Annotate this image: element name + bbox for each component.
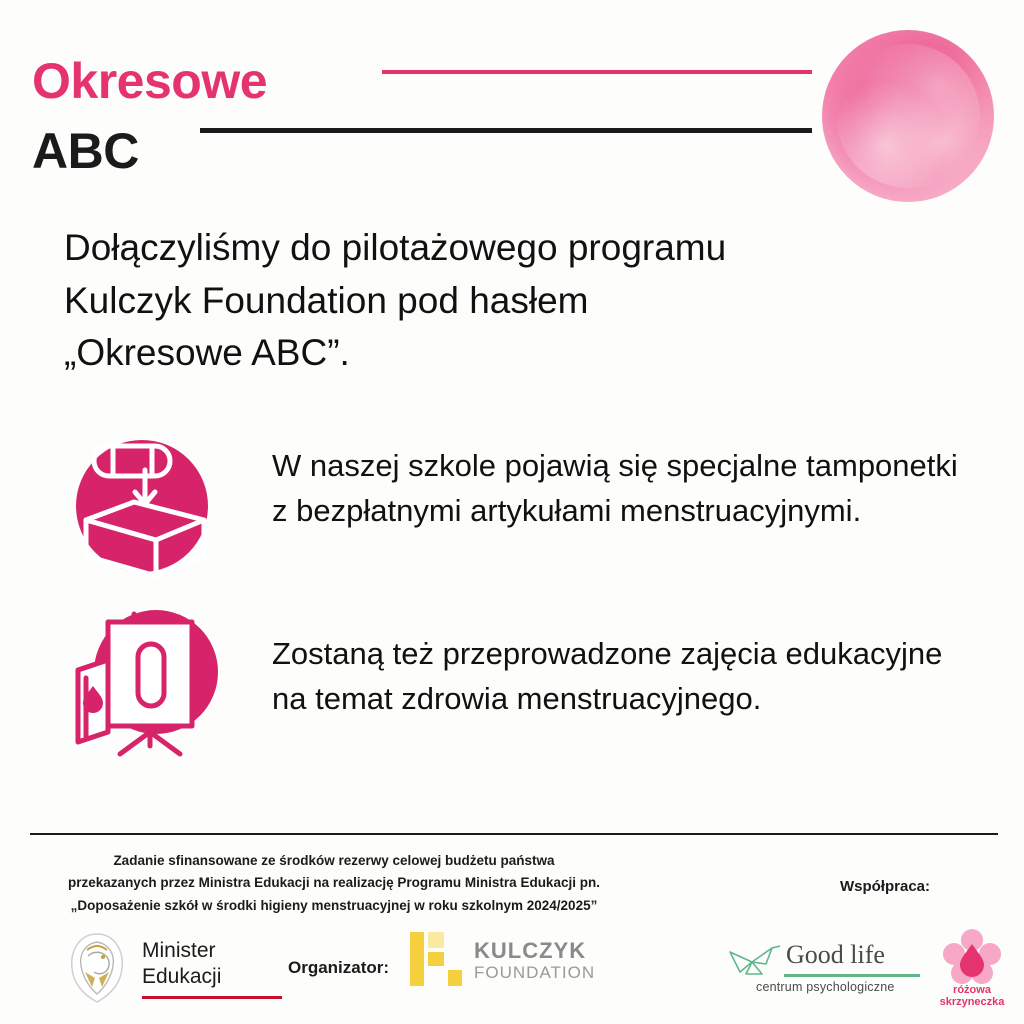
footer-divider [30, 833, 998, 835]
header-rule-pink [382, 70, 812, 74]
polish-eagle-emblem-icon [60, 928, 134, 1008]
box-with-pad-icon [64, 424, 234, 594]
good-life-underline [784, 974, 920, 977]
rozowa-line-1: różowa [953, 984, 991, 996]
kulczyk-line-1: KULCZYK [474, 938, 587, 963]
funding-statement [24, 850, 644, 917]
kulczyk-line-2: FOUNDATION [474, 963, 596, 983]
ministry-underline [142, 996, 282, 999]
ministry-line-2: Edukacji [142, 965, 222, 989]
watercolor-blob-decoration [822, 30, 994, 202]
feature-text-2: Zostaną też przeprowadzone zajęcia edukacyjne na temat zdrowia menstruacyjnego. [272, 636, 943, 716]
ministry-line-1: Minister [142, 939, 216, 962]
origami-crane-icon [726, 942, 784, 978]
kulczyk-wordmark [474, 938, 595, 983]
funding-line-2: przekazanych przez Ministra Edukacji na realizację Programu Ministra Edukacji pn. [68, 875, 600, 891]
poster-header [32, 30, 992, 190]
pink-flower-drop-icon [942, 928, 1002, 986]
funding-line-1: Zadanie sfinansowane ze środków rezerwy celowej budżetu państwa [113, 853, 555, 868]
organizer-label: Organizator: [288, 958, 390, 977]
good-life-subtitle: centrum psychologiczne [756, 980, 895, 994]
kulczyk-k-mark-icon [408, 930, 464, 988]
page-title-line-1: Okresowe [32, 53, 268, 109]
good-life-logo [726, 938, 926, 1004]
kulczyk-foundation-logo [408, 930, 608, 994]
cooperation-label: Współpraca: [839, 878, 930, 895]
ministry-name [142, 938, 221, 991]
funding-line-3: „Doposażenie szkół w środki higieny menstruacyjnej w roku szkolnym 2024/2025” [70, 897, 598, 913]
flipchart-with-pad-icon [64, 600, 234, 770]
lead-paragraph: Dołączyliśmy do pilotażowego programu Kulczyk Foundation pod hasłem „Okresowe ABC”. [64, 227, 727, 374]
ministry-logo [60, 928, 300, 1008]
good-life-name: Good life [786, 940, 885, 969]
rozowa-skrzyneczka-logo [936, 928, 1008, 1008]
feature-text-1: W naszej szkole pojawią się specjalne tamponetki z bezpłatnymi artykułami menstruacyjnymi. [272, 448, 958, 528]
header-rule-dark [200, 128, 812, 133]
page-title-line-2: ABC [32, 123, 139, 179]
rozowa-line-2: skrzyneczka [939, 996, 1005, 1008]
